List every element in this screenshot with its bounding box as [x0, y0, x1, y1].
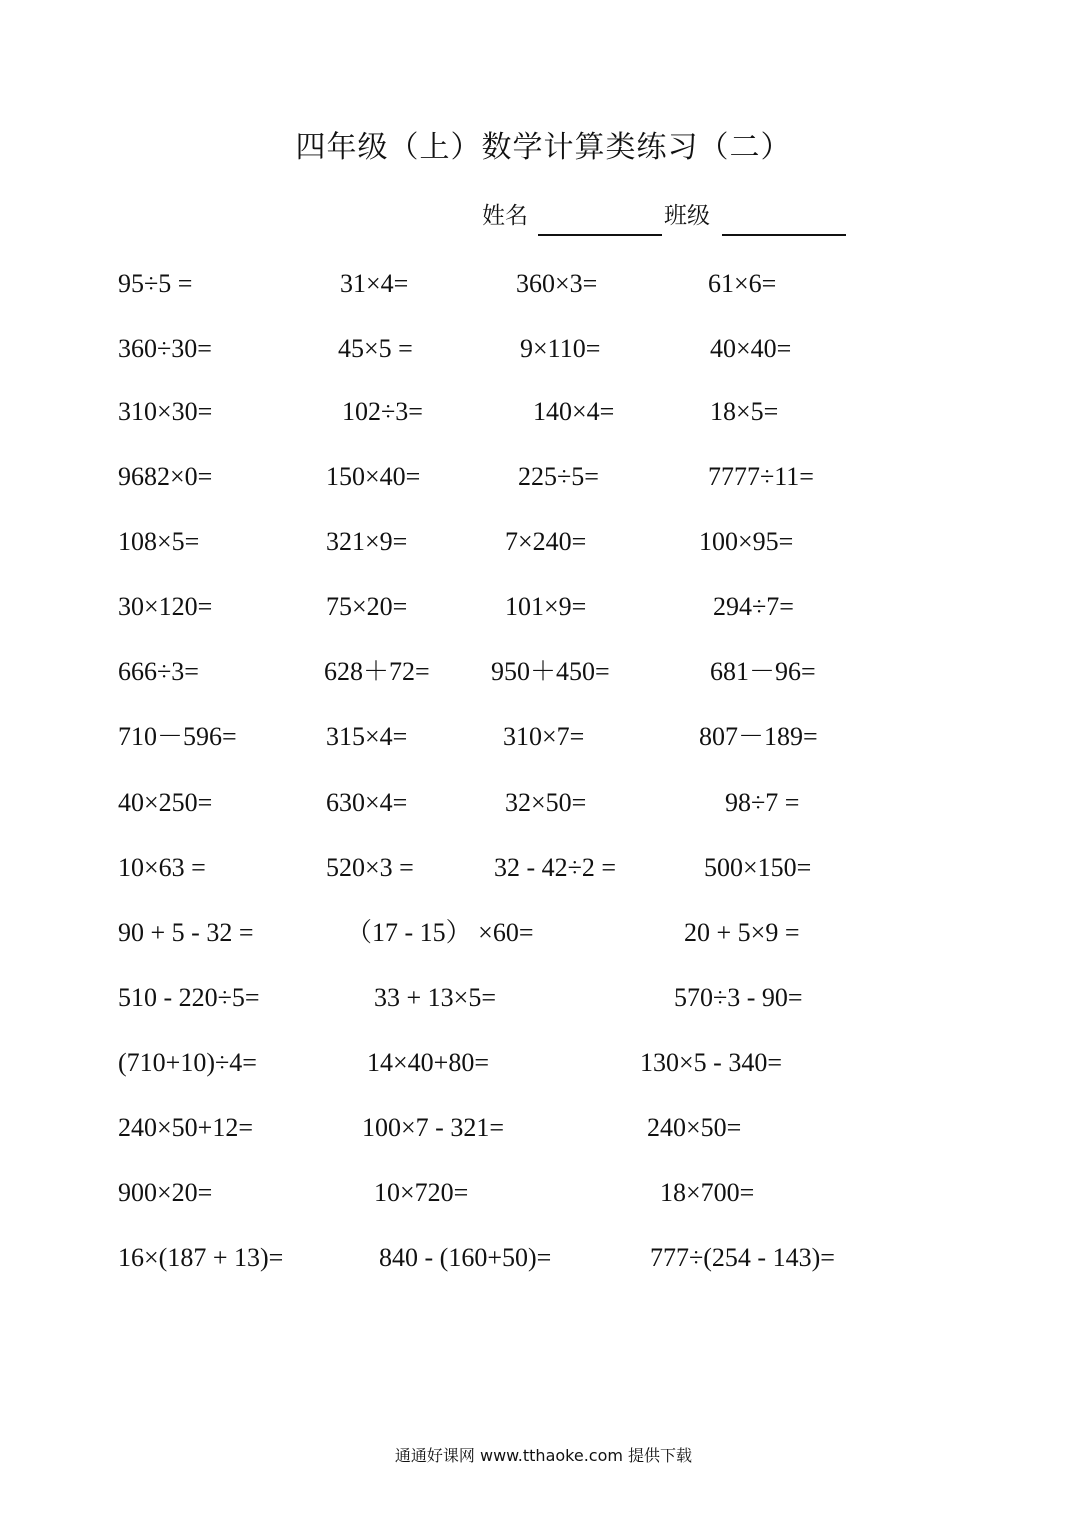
problem: 140×4= — [533, 397, 615, 426]
problem: 630×4= — [326, 788, 408, 817]
problem: 777÷(254 - 143)= — [650, 1243, 835, 1272]
problem: 360÷30= — [118, 334, 212, 363]
problem: 40×40= — [710, 334, 792, 363]
problem: 710－596= — [118, 722, 237, 751]
problem: 95÷5 = — [118, 269, 193, 298]
problem: 240×50= — [647, 1113, 742, 1142]
problem: 20 + 5×9 = — [684, 918, 800, 947]
problem: 150×40= — [326, 462, 421, 491]
class-label: 班级 — [664, 203, 710, 229]
footer-credit: 通通好课网 www.tthaoke.com 提供下载 — [394, 1446, 693, 1465]
problem: 315×4= — [326, 722, 408, 751]
problem: 570÷3 - 90= — [674, 983, 803, 1012]
problem: 7×240= — [505, 527, 587, 556]
problem: 9×110= — [520, 334, 601, 363]
problem: 807－189= — [699, 722, 818, 751]
problem: 30×120= — [118, 592, 213, 621]
problem: 18×700= — [660, 1178, 755, 1207]
problem: 900×20= — [118, 1178, 213, 1207]
problem: 310×7= — [503, 722, 585, 751]
problem: 75×20= — [326, 592, 408, 621]
problem: 681－96= — [710, 657, 816, 686]
class-blank[interactable] — [722, 202, 846, 236]
problem: 40×250= — [118, 788, 213, 817]
problem: 33 + 13×5= — [374, 983, 496, 1012]
problem: 510 - 220÷5= — [118, 983, 260, 1012]
problem: 500×150= — [704, 853, 812, 882]
name-label: 姓名 — [482, 203, 528, 229]
problem: 18×5= — [710, 397, 779, 426]
problem: 32×50= — [505, 788, 587, 817]
page-title: 四年级（上）数学计算类练习（二） — [295, 130, 792, 165]
problem: 10×63 = — [118, 853, 206, 882]
problem: 321×9= — [326, 527, 408, 556]
problem: 102÷3= — [342, 397, 423, 426]
problem: 9682×0= — [118, 462, 213, 491]
problem: 14×40+80= — [367, 1048, 489, 1077]
student-info — [482, 196, 848, 236]
problem: 16×(187 + 13)= — [118, 1243, 284, 1272]
problem: 628＋72= — [324, 657, 430, 686]
problem: 7777÷11= — [708, 462, 814, 491]
problem: 61×6= — [708, 269, 777, 298]
problem: 666÷3= — [118, 657, 199, 686]
problem: 840 - (160+50)= — [379, 1243, 552, 1272]
problem: (710+10)÷4= — [118, 1048, 257, 1077]
problem: 520×3 = — [326, 853, 414, 882]
problem: 31×4= — [340, 269, 409, 298]
problem: 45×5 = — [338, 334, 413, 363]
name-blank[interactable] — [538, 202, 662, 236]
problem: （17 - 15） ×60= — [346, 918, 534, 947]
problem: 108×5= — [118, 527, 200, 556]
problem: 100×95= — [699, 527, 794, 556]
problem: 10×720= — [374, 1178, 469, 1207]
problem: 101×9= — [505, 592, 587, 621]
problem: 360×3= — [516, 269, 598, 298]
problem: 32 - 42÷2 = — [494, 853, 617, 882]
problem: 98÷7 = — [725, 788, 800, 817]
problem: 950＋450= — [491, 657, 610, 686]
problem: 294÷7= — [713, 592, 794, 621]
problem: 100×7 - 321= — [362, 1113, 504, 1142]
problem: 240×50+12= — [118, 1113, 253, 1142]
problem: 310×30= — [118, 397, 213, 426]
problem: 225÷5= — [518, 462, 599, 491]
problem: 90 + 5 - 32 = — [118, 918, 254, 947]
problem: 130×5 - 340= — [640, 1048, 782, 1077]
